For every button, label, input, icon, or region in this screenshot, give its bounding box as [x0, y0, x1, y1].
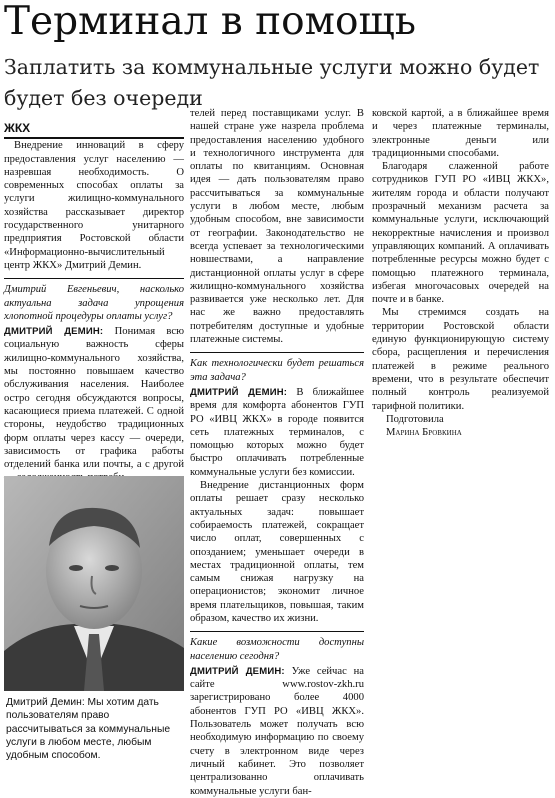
photo-caption: Дмитрий Демин: Мы хотим дать пользователям право рассчитываться за коммунальные услуги в любом месте, любым удобным способом.	[6, 697, 171, 762]
answer-3-part-1: ДМИТРИЙ ДЕМИН: Уже сейчас на сайте www.rostov-zkh.ru зарегистрировано более 4000 абонентов ГУП РО «ИВЦ ЖКХ». Пользователь может получать всю необходимую информацию по своему счету в электронном виде через личный кабинет. Это позволяет централизованно оплачивать коммунальные услуги бан-	[190, 665, 364, 797]
answer-3-part-2: ковской картой, а в ближайшее время и через платежные терминалы, электронные деньги или традиционными способами.	[372, 108, 549, 159]
paragraph-thanks: Благодаря слаженной работе сотрудников ГУП РО «ИВЦ ЖКХ», жителям города и области получают прозрачный механизм расчета за коммунальные услуги, исключающий некорректные начисления и произвол управляющих компаний. А оплачивать потребленные ресурсы можно будет с помощью платежного терминала, избегая многочасовых очередей на почте и в банке.	[372, 161, 549, 306]
intro-paragraph: Внедрение инноваций в сферу предоставления услуг населению — назревшая необходимость. О современных способах оплаты за услуги жилищно-коммунального хозяйства рассказывает директор государственного унитарного предприятия Ростовской области «Информационно-вычислительный центр ЖКХ» Дмитрий Демин.	[4, 140, 184, 271]
answer-1-part-1: ДМИТРИЙ ДЕМИН: Понимая всю социальную важность сферы жилищно-коммунального хозяйства, мы постоянно повышаем качество обслуживания населения. Наиболее остро сегодня обсуждаются вопросы, касающиеся приема платежей. С одной стороны, неудобство традиционных форм оплаты через кассу — очереди, зависимость от графика работы отделений банка или почты, а с другой	[4, 326, 184, 471]
speaker-label: ДМИТРИЙ ДЕМИН:	[190, 386, 288, 398]
paragraph-goal: Мы стремимся создать на территории Ростовской области единую функционирующую систему сбора, расщепления и перечисления платежей в режиме реального времени, что в результате обеспечит полный контроль реализуемой тарифной политики.	[372, 307, 549, 412]
article-subtitle: Заплатить за коммунальные услуги можно будет будет без очереди	[4, 55, 540, 110]
article-title: Терминал в помощь	[4, 0, 416, 44]
paragraph-distance-payment: Внедрение дистанционных форм оплаты решает сразу несколько актуальных задач: повышает собираемость платежей, сокращает число оплат, совершенных с опозданием; уменьшает очереди в местах традиционной оплаты, тем самым снижая нагрузку на операционистов; экономит личное время плательщиков, повышая, таким образом, качество их жизни.	[190, 480, 364, 624]
rubric-label: ЖКХ	[4, 122, 184, 139]
column-2	[190, 107, 364, 798]
portrait-photo	[4, 476, 184, 691]
answer-1-part-2: телей перед поставщиками услуг. В нашей стране уже назрела проблема предоставления населению удобного и технологичного инструмента для оплаты по квитанциям. Основная идея — дать пользователям право рассчитываться за коммунальные услуги в любом месте, любым удобным способом, вне зависимости от географии. Законодательство не всегда успевает за технологическими новшествами, а направление дистанционной оплаты услуг в сфере жилищно-коммунального хозяйства развивается уже несколько лет. Для нас же важно предоставлять потребителям доступные и удобные платежные системы.	[190, 108, 364, 346]
column-1	[4, 122, 184, 485]
question-2: Как технологически будет решаться эта задача?	[190, 352, 364, 384]
column-3	[372, 107, 549, 439]
speaker-label: ДМИТРИЙ ДЕМИН:	[190, 665, 285, 677]
question-3: Какие возможности доступны населению сегодня?	[190, 631, 364, 663]
speaker-label: ДМИТРИЙ ДЕМИН:	[4, 326, 104, 338]
question-1: Дмитрий Евгеньевич, насколько актуальна задача упрощения хлопотной процедуры оплаты услуг?	[4, 278, 184, 323]
prepared-by-label: Подготовила	[386, 413, 444, 425]
answer-2: ДМИТРИЙ ДЕМИН: В ближайшее время для комфорта абонентов ГУП РО «ИВЦ ЖКХ» в городе появится сеть платежных терминалов, с помощью которых можно будет быстро оплачивать потребленные коммунальные услуги без комиссии.	[190, 386, 364, 478]
author-name: Марина Бровкина	[386, 427, 462, 439]
